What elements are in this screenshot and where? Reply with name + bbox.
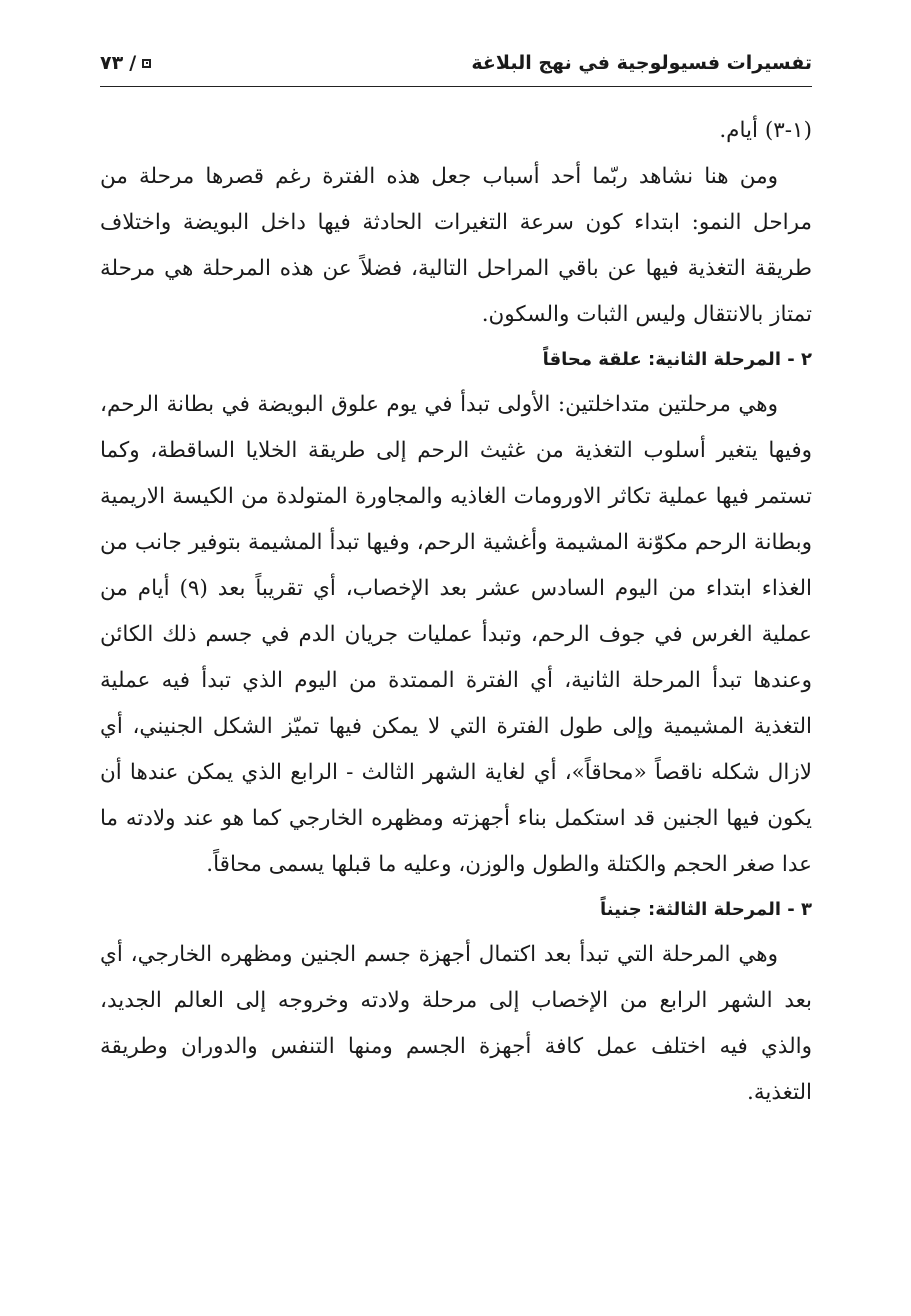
page-body [100, 108, 812, 1116]
running-title: تفسيرات فسيولوجية في نهج البلاغة [471, 52, 812, 74]
page-header [100, 46, 812, 87]
page-number: ٧٣ [100, 52, 124, 74]
paragraph: وهي المرحلة التي تبدأ بعد اكتمال أجهزة جسم الجنين ومظهره الخارجي، أي بعد الشهر الرابع من الإخصاب إلى مرحلة ولادته وخروجه إلى العالم الجديد، والذي فيه اختلف عمل كافة أجهزة الجسم ومنها التنفس والدوران وطريقة التغذية. [100, 942, 812, 1105]
square-bullet-icon [142, 59, 151, 68]
page-number-separator: / [129, 52, 137, 74]
paragraph-continuation: (١-٣) أيام. [719, 118, 812, 143]
paragraph: ومن هنا نشاهد ربّما أحد أسباب جعل هذه الفترة رغم قصرها مرحلة من مراحل النمو: ابتداء كون سرعة التغيرات الحادثة فيها داخل البويضة واختلاف طريقة التغذية فيها عن باقي المراحل التالية، فضلاً عن هذه المرحلة هي مرحلة تمتاز بالانتقال وليس الثبات والسكون. [100, 164, 812, 327]
section-heading-stage-2: ٢ - المرحلة الثانية: علقة محاقاً [542, 349, 812, 370]
paragraph: وهي مرحلتين متداخلتين: الأولى تبدأ في يوم علوق البويضة في بطانة الرحم، وفيها يتغير أسلوب التغذية من غثيث الرحم إلى طريقة الخلايا الساقطة، وكما تستمر فيها عملية تكاثر الاورومات الغاذيه والمجاورة المتولدة من الكيسة الاريمية وبطانة الرحم مكوّنة المشيمة وأغشية الرحم، وفيها تبدأ المشيمة بتوفير جانب من الغذاء ابتداء من اليوم السادس عشر بعد الإخصاب، أي تقريباً بعد (٩) أيام من عملية الغرس في جوف الرحم، وتبدأ عمليات جريان الدم في جسم ذلك الكائن وعندها تبدأ المرحلة الثانية، أي الفترة الممتدة من اليوم الذي تبدأ فيه عملية التغذية المشيمية وإلى طول الفترة التي لا يمكن فيها تميّز الشكل الجنيني، أي لازال شكله ناقصاً «محاقاً»، أي لغاية الشهر الثالث - الرابع الذي يمكن عندها أن يكون فيها الجنين قد استكمل بناء أجهزته ومظهره الخارجي كما هو عند ولادته ما عدا صغر الحجم والكتلة والطول والوزن، وعليه ما قبلها يسمى محاقاً. [100, 392, 812, 877]
page-number-group [100, 52, 151, 74]
section-heading-stage-3: ٣ - المرحلة الثالثة: جنيناً [600, 899, 812, 920]
